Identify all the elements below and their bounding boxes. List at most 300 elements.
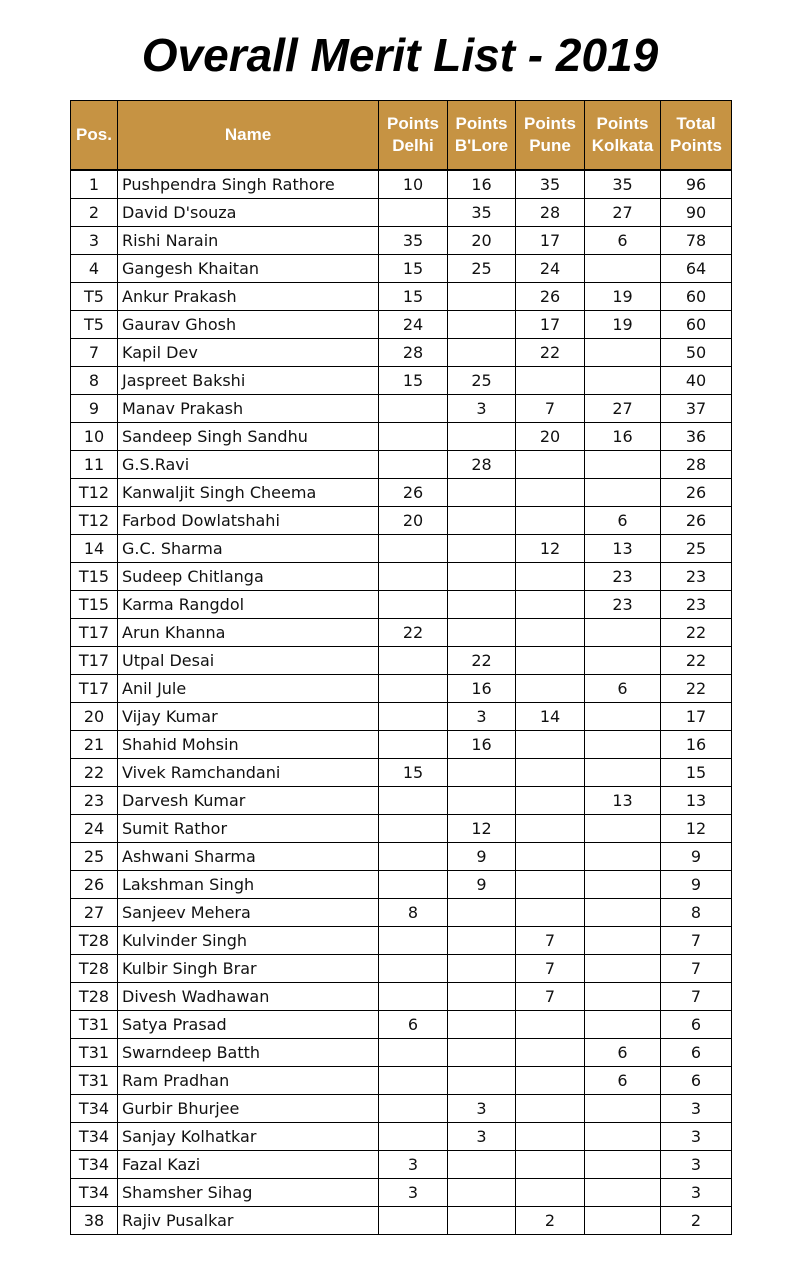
blore-points-cell: 16 (448, 731, 516, 759)
name-cell: Fazal Kazi (118, 1151, 379, 1179)
delhi-points-cell: 15 (379, 255, 448, 283)
delhi-points-cell: 10 (379, 170, 448, 199)
pos-cell: 21 (71, 731, 118, 759)
delhi-points-cell: 3 (379, 1151, 448, 1179)
kolkata-points-cell (585, 815, 661, 843)
delhi-points-cell (379, 395, 448, 423)
kolkata-points-cell (585, 955, 661, 983)
name-cell: Anil Jule (118, 675, 379, 703)
kolkata-points-cell (585, 367, 661, 395)
pos-cell: 2 (71, 199, 118, 227)
total-points-cell: 23 (661, 563, 732, 591)
pune-points-cell (516, 843, 585, 871)
blore-points-cell: 9 (448, 871, 516, 899)
name-cell: Satya Prasad (118, 1011, 379, 1039)
delhi-points-cell: 22 (379, 619, 448, 647)
name-cell: Ankur Prakash (118, 283, 379, 311)
blore-points-cell (448, 591, 516, 619)
pos-cell: 25 (71, 843, 118, 871)
blore-points-cell (448, 563, 516, 591)
name-cell: Ashwani Sharma (118, 843, 379, 871)
name-cell: Sumit Rathor (118, 815, 379, 843)
delhi-points-cell (379, 983, 448, 1011)
pune-points-cell (516, 1039, 585, 1067)
name-cell: Sanjay Kolhatkar (118, 1123, 379, 1151)
pos-cell: 1 (71, 170, 118, 199)
delhi-points-cell: 15 (379, 283, 448, 311)
pune-points-cell (516, 479, 585, 507)
table-row (71, 1151, 732, 1179)
table-row (71, 563, 732, 591)
name-cell: G.C. Sharma (118, 535, 379, 563)
col-header-kolkata (585, 101, 661, 171)
pos-cell: T12 (71, 479, 118, 507)
pos-cell: T34 (71, 1123, 118, 1151)
table-row (71, 591, 732, 619)
table-row (71, 1039, 732, 1067)
blore-points-cell: 9 (448, 843, 516, 871)
name-cell: Arun Khanna (118, 619, 379, 647)
delhi-points-cell: 20 (379, 507, 448, 535)
pos-cell: T34 (71, 1151, 118, 1179)
delhi-points-cell (379, 1067, 448, 1095)
pune-points-cell (516, 507, 585, 535)
pune-points-cell (516, 871, 585, 899)
name-cell: Shamsher Sihag (118, 1179, 379, 1207)
pos-cell: T34 (71, 1179, 118, 1207)
blore-points-cell: 20 (448, 227, 516, 255)
pune-points-cell (516, 731, 585, 759)
kolkata-points-cell (585, 1123, 661, 1151)
name-cell: Utpal Desai (118, 647, 379, 675)
pune-points-cell (516, 1011, 585, 1039)
delhi-points-cell (379, 927, 448, 955)
total-points-cell: 22 (661, 619, 732, 647)
name-cell: Karma Rangdol (118, 591, 379, 619)
total-points-cell: 40 (661, 367, 732, 395)
total-points-cell: 37 (661, 395, 732, 423)
table-row (71, 787, 732, 815)
table-row (71, 1179, 732, 1207)
delhi-points-cell (379, 731, 448, 759)
table-row (71, 815, 732, 843)
pos-cell: 10 (71, 423, 118, 451)
col-header-total-line2: Points (670, 136, 722, 155)
table-row (71, 731, 732, 759)
blore-points-cell (448, 1207, 516, 1235)
pune-points-cell: 2 (516, 1207, 585, 1235)
pos-cell: 7 (71, 339, 118, 367)
kolkata-points-cell: 35 (585, 170, 661, 199)
delhi-points-cell (379, 843, 448, 871)
col-header-pune-line1: Points (524, 114, 576, 133)
kolkata-points-cell: 19 (585, 283, 661, 311)
kolkata-points-cell: 27 (585, 395, 661, 423)
blore-points-cell: 3 (448, 703, 516, 731)
delhi-points-cell (379, 199, 448, 227)
blore-points-cell: 28 (448, 451, 516, 479)
col-header-total (661, 101, 732, 171)
total-points-cell: 78 (661, 227, 732, 255)
name-cell: Sandeep Singh Sandhu (118, 423, 379, 451)
pos-cell: 14 (71, 535, 118, 563)
pune-points-cell (516, 1179, 585, 1207)
total-points-cell: 23 (661, 591, 732, 619)
pune-points-cell (516, 899, 585, 927)
name-cell: Rishi Narain (118, 227, 379, 255)
blore-points-cell (448, 1011, 516, 1039)
total-points-cell: 3 (661, 1095, 732, 1123)
table-row (71, 675, 732, 703)
kolkata-points-cell: 16 (585, 423, 661, 451)
name-cell: Ram Pradhan (118, 1067, 379, 1095)
table-row (71, 227, 732, 255)
total-points-cell: 90 (661, 199, 732, 227)
pos-cell: T5 (71, 283, 118, 311)
name-cell: G.S.Ravi (118, 451, 379, 479)
blore-points-cell: 25 (448, 367, 516, 395)
kolkata-points-cell (585, 927, 661, 955)
blore-points-cell (448, 1179, 516, 1207)
pos-cell: 24 (71, 815, 118, 843)
name-cell: Swarndeep Batth (118, 1039, 379, 1067)
total-points-cell: 96 (661, 170, 732, 199)
pos-cell: 4 (71, 255, 118, 283)
kolkata-points-cell: 6 (585, 1039, 661, 1067)
table-row (71, 479, 732, 507)
kolkata-points-cell: 23 (585, 563, 661, 591)
pos-cell: T15 (71, 591, 118, 619)
kolkata-points-cell (585, 1095, 661, 1123)
pune-points-cell (516, 619, 585, 647)
blore-points-cell: 16 (448, 675, 516, 703)
name-cell: Sudeep Chitlanga (118, 563, 379, 591)
kolkata-points-cell (585, 451, 661, 479)
pune-points-cell: 17 (516, 227, 585, 255)
name-cell: Gurbir Bhurjee (118, 1095, 379, 1123)
kolkata-points-cell (585, 731, 661, 759)
pune-points-cell (516, 675, 585, 703)
total-points-cell: 3 (661, 1179, 732, 1207)
pune-points-cell: 28 (516, 199, 585, 227)
delhi-points-cell (379, 1039, 448, 1067)
table-row (71, 703, 732, 731)
pune-points-cell (516, 759, 585, 787)
delhi-points-cell (379, 955, 448, 983)
col-header-pos: Pos. (71, 101, 118, 171)
kolkata-points-cell: 6 (585, 675, 661, 703)
name-cell: Kapil Dev (118, 339, 379, 367)
blore-points-cell: 16 (448, 170, 516, 199)
kolkata-points-cell (585, 339, 661, 367)
total-points-cell: 13 (661, 787, 732, 815)
name-cell: Lakshman Singh (118, 871, 379, 899)
pos-cell: 9 (71, 395, 118, 423)
kolkata-points-cell: 23 (585, 591, 661, 619)
col-header-delhi-line2: Delhi (392, 136, 434, 155)
name-cell: Rajiv Pusalkar (118, 1207, 379, 1235)
delhi-points-cell: 8 (379, 899, 448, 927)
name-cell: Shahid Mohsin (118, 731, 379, 759)
blore-points-cell: 3 (448, 395, 516, 423)
total-points-cell: 7 (661, 927, 732, 955)
delhi-points-cell: 28 (379, 339, 448, 367)
total-points-cell: 9 (661, 843, 732, 871)
delhi-points-cell (379, 563, 448, 591)
col-header-kolkata-line2: Kolkata (591, 136, 654, 155)
pune-points-cell (516, 1067, 585, 1095)
table-row (71, 283, 732, 311)
pune-points-cell (516, 1095, 585, 1123)
delhi-points-cell: 26 (379, 479, 448, 507)
delhi-points-cell: 15 (379, 759, 448, 787)
pune-points-cell: 7 (516, 955, 585, 983)
blore-points-cell (448, 787, 516, 815)
pos-cell: T28 (71, 983, 118, 1011)
blore-points-cell (448, 1067, 516, 1095)
pos-cell: 8 (71, 367, 118, 395)
name-cell: Vijay Kumar (118, 703, 379, 731)
table-row (71, 1207, 732, 1235)
blore-points-cell (448, 759, 516, 787)
col-header-blore-line2: B'Lore (454, 136, 509, 155)
kolkata-points-cell (585, 1011, 661, 1039)
kolkata-points-cell (585, 647, 661, 675)
pos-cell: 26 (71, 871, 118, 899)
col-header-pune-line2: Pune (529, 136, 571, 155)
pune-points-cell (516, 1151, 585, 1179)
kolkata-points-cell (585, 1179, 661, 1207)
col-header-blore-line1: Points (455, 114, 508, 133)
pos-cell: 11 (71, 451, 118, 479)
table-body (71, 170, 732, 1235)
col-header-delhi-line1: Points (387, 114, 439, 133)
col-header-kolkata-line1: Points (596, 114, 649, 133)
merit-table (70, 100, 732, 1235)
total-points-cell: 9 (661, 871, 732, 899)
name-cell: David D'souza (118, 199, 379, 227)
pune-points-cell (516, 563, 585, 591)
pos-cell: T31 (71, 1067, 118, 1095)
delhi-points-cell: 24 (379, 311, 448, 339)
name-cell: Kulbir Singh Brar (118, 955, 379, 983)
blore-points-cell: 25 (448, 255, 516, 283)
pune-points-cell (516, 787, 585, 815)
total-points-cell: 26 (661, 507, 732, 535)
table-row (71, 843, 732, 871)
kolkata-points-cell (585, 703, 661, 731)
blore-points-cell: 35 (448, 199, 516, 227)
table-row (71, 983, 732, 1011)
blore-points-cell (448, 899, 516, 927)
pune-points-cell (516, 1123, 585, 1151)
pune-points-cell (516, 591, 585, 619)
pos-cell: T31 (71, 1011, 118, 1039)
pune-points-cell: 26 (516, 283, 585, 311)
pune-points-cell: 14 (516, 703, 585, 731)
pune-points-cell (516, 815, 585, 843)
name-cell: Pushpendra Singh Rathore (118, 170, 379, 199)
blore-points-cell: 3 (448, 1123, 516, 1151)
total-points-cell: 26 (661, 479, 732, 507)
pune-points-cell: 17 (516, 311, 585, 339)
blore-points-cell (448, 619, 516, 647)
pos-cell: T17 (71, 675, 118, 703)
kolkata-points-cell: 19 (585, 311, 661, 339)
col-header-total-line1: Total (676, 114, 716, 133)
delhi-points-cell (379, 423, 448, 451)
delhi-points-cell (379, 1207, 448, 1235)
total-points-cell: 22 (661, 647, 732, 675)
total-points-cell: 2 (661, 1207, 732, 1235)
kolkata-points-cell: 6 (585, 1067, 661, 1095)
kolkata-points-cell (585, 983, 661, 1011)
pune-points-cell: 12 (516, 535, 585, 563)
table-row (71, 1123, 732, 1151)
kolkata-points-cell: 6 (585, 507, 661, 535)
pune-points-cell: 20 (516, 423, 585, 451)
table-header (71, 101, 732, 171)
blore-points-cell (448, 955, 516, 983)
blore-points-cell (448, 927, 516, 955)
name-cell: Gaurav Ghosh (118, 311, 379, 339)
total-points-cell: 50 (661, 339, 732, 367)
blore-points-cell (448, 283, 516, 311)
pos-cell: T17 (71, 647, 118, 675)
delhi-points-cell (379, 675, 448, 703)
total-points-cell: 22 (661, 675, 732, 703)
pos-cell: T5 (71, 311, 118, 339)
pos-cell: 27 (71, 899, 118, 927)
total-points-cell: 64 (661, 255, 732, 283)
total-points-cell: 6 (661, 1011, 732, 1039)
table-row (71, 1011, 732, 1039)
blore-points-cell (448, 339, 516, 367)
blore-points-cell (448, 1151, 516, 1179)
name-cell: Sanjeev Mehera (118, 899, 379, 927)
header-row (71, 101, 732, 171)
pune-points-cell: 24 (516, 255, 585, 283)
name-cell: Darvesh Kumar (118, 787, 379, 815)
name-cell: Manav Prakash (118, 395, 379, 423)
delhi-points-cell: 35 (379, 227, 448, 255)
table-row (71, 535, 732, 563)
table-row (71, 199, 732, 227)
table-row (71, 507, 732, 535)
table-row (71, 647, 732, 675)
blore-points-cell: 22 (448, 647, 516, 675)
kolkata-points-cell: 6 (585, 227, 661, 255)
delhi-points-cell: 3 (379, 1179, 448, 1207)
total-points-cell: 3 (661, 1123, 732, 1151)
pos-cell: 20 (71, 703, 118, 731)
blore-points-cell (448, 507, 516, 535)
delhi-points-cell (379, 647, 448, 675)
table-row (71, 955, 732, 983)
total-points-cell: 16 (661, 731, 732, 759)
table-row (71, 619, 732, 647)
delhi-points-cell: 6 (379, 1011, 448, 1039)
blore-points-cell: 3 (448, 1095, 516, 1123)
name-cell: Farbod Dowlatshahi (118, 507, 379, 535)
delhi-points-cell (379, 815, 448, 843)
total-points-cell: 60 (661, 311, 732, 339)
pune-points-cell: 7 (516, 395, 585, 423)
blore-points-cell (448, 311, 516, 339)
pos-cell: T34 (71, 1095, 118, 1123)
table-row (71, 759, 732, 787)
name-cell: Gangesh Khaitan (118, 255, 379, 283)
pos-cell: T17 (71, 619, 118, 647)
total-points-cell: 6 (661, 1067, 732, 1095)
kolkata-points-cell: 13 (585, 535, 661, 563)
page-title: Overall Merit List - 2019 (141, 29, 659, 81)
table-row (71, 423, 732, 451)
delhi-points-cell (379, 1095, 448, 1123)
pos-cell: 23 (71, 787, 118, 815)
delhi-points-cell (379, 787, 448, 815)
kolkata-points-cell: 13 (585, 787, 661, 815)
name-cell: Vivek Ramchandani (118, 759, 379, 787)
kolkata-points-cell (585, 1151, 661, 1179)
blore-points-cell (448, 423, 516, 451)
total-points-cell: 7 (661, 983, 732, 1011)
col-header-delhi (379, 101, 448, 171)
total-points-cell: 17 (661, 703, 732, 731)
blore-points-cell (448, 535, 516, 563)
table-row (71, 927, 732, 955)
total-points-cell: 6 (661, 1039, 732, 1067)
kolkata-points-cell (585, 871, 661, 899)
delhi-points-cell (379, 591, 448, 619)
delhi-points-cell (379, 1123, 448, 1151)
table-row (71, 395, 732, 423)
table-row (71, 1095, 732, 1123)
delhi-points-cell (379, 871, 448, 899)
delhi-points-cell (379, 535, 448, 563)
kolkata-points-cell: 27 (585, 199, 661, 227)
table-row (71, 170, 732, 199)
pune-points-cell: 35 (516, 170, 585, 199)
pune-points-cell (516, 451, 585, 479)
pune-points-cell: 7 (516, 983, 585, 1011)
kolkata-points-cell (585, 759, 661, 787)
table-row (71, 899, 732, 927)
delhi-points-cell: 15 (379, 367, 448, 395)
name-cell: Kulvinder Singh (118, 927, 379, 955)
pune-points-cell: 22 (516, 339, 585, 367)
pune-points-cell (516, 647, 585, 675)
name-cell: Jaspreet Bakshi (118, 367, 379, 395)
total-points-cell: 8 (661, 899, 732, 927)
pos-cell: T12 (71, 507, 118, 535)
pos-cell: T31 (71, 1039, 118, 1067)
total-points-cell: 25 (661, 535, 732, 563)
pos-cell: 3 (71, 227, 118, 255)
pos-cell: 38 (71, 1207, 118, 1235)
delhi-points-cell (379, 451, 448, 479)
total-points-cell: 28 (661, 451, 732, 479)
blore-points-cell (448, 983, 516, 1011)
total-points-cell: 15 (661, 759, 732, 787)
blore-points-cell (448, 1039, 516, 1067)
total-points-cell: 60 (661, 283, 732, 311)
table-row (71, 367, 732, 395)
total-points-cell: 36 (661, 423, 732, 451)
col-header-name: Name (118, 101, 379, 171)
pune-points-cell (516, 367, 585, 395)
pune-points-cell: 7 (516, 927, 585, 955)
